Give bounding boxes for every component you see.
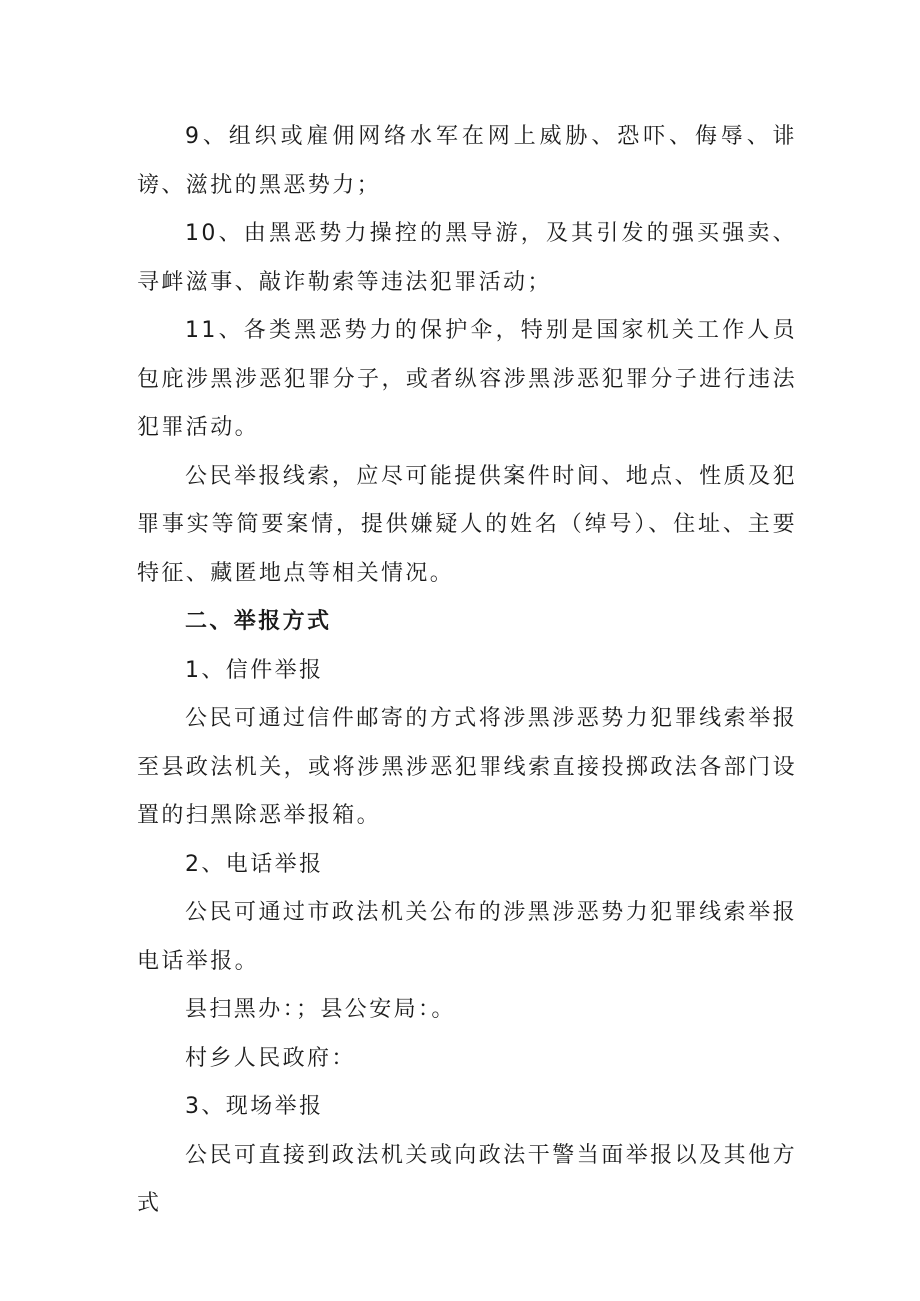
- paragraph-item-10: 10、由黑恶势力操控的黑导游，及其引发的强买强卖、寻衅滋事、敲诈勒索等违法犯罪活动；: [137, 221, 797, 295]
- section-heading-report-methods: 二、举报方式: [185, 609, 332, 634]
- paragraph-report-requirements: 公民举报线索，应尽可能提供案件时间、地点、性质及犯罪事实等简要案情，提供嫌疑人的姓名（绰号）、住址、主要特征、藏匿地点等相关情况。: [137, 463, 797, 586]
- paragraph-onsite-report: 公民可直接到政法机关或向政法干警当面举报以及其他方式: [137, 1142, 797, 1216]
- paragraph-item-9: 9、组织或雇佣网络水军在网上威胁、恐吓、侮辱、诽谤、滋扰的黑恶势力；: [137, 124, 797, 198]
- subheading-phone-report: 2、电话举报: [185, 851, 324, 877]
- subheading-letter-report: 1、信件举报: [185, 657, 324, 683]
- document-body: [137, 113, 797, 1229]
- paragraph-county-contacts: 县扫黑办：；县公安局：。: [185, 997, 456, 1022]
- paragraph-phone-report: 公民可通过市政法机关公布的涉黑涉恶势力犯罪线索举报电话举报。: [137, 900, 797, 974]
- paragraph-township-contact: 村乡人民政府：: [185, 1045, 356, 1071]
- paragraph-letter-report: 公民可通过信件邮寄的方式将涉黑涉恶势力犯罪线索举报至县政法机关，或将涉黑涉恶犯罪线索直接投掷政法各部门设置的扫黑除恶举报箱。: [137, 706, 797, 828]
- paragraph-item-11: 11、各类黑恶势力的保护伞，特别是国家机关工作人员包庇涉黑涉恶犯罪分子，或者纵容涉黑涉恶犯罪分子进行违法犯罪活动。: [137, 318, 797, 440]
- subheading-onsite-report: 3、现场举报: [185, 1094, 324, 1119]
